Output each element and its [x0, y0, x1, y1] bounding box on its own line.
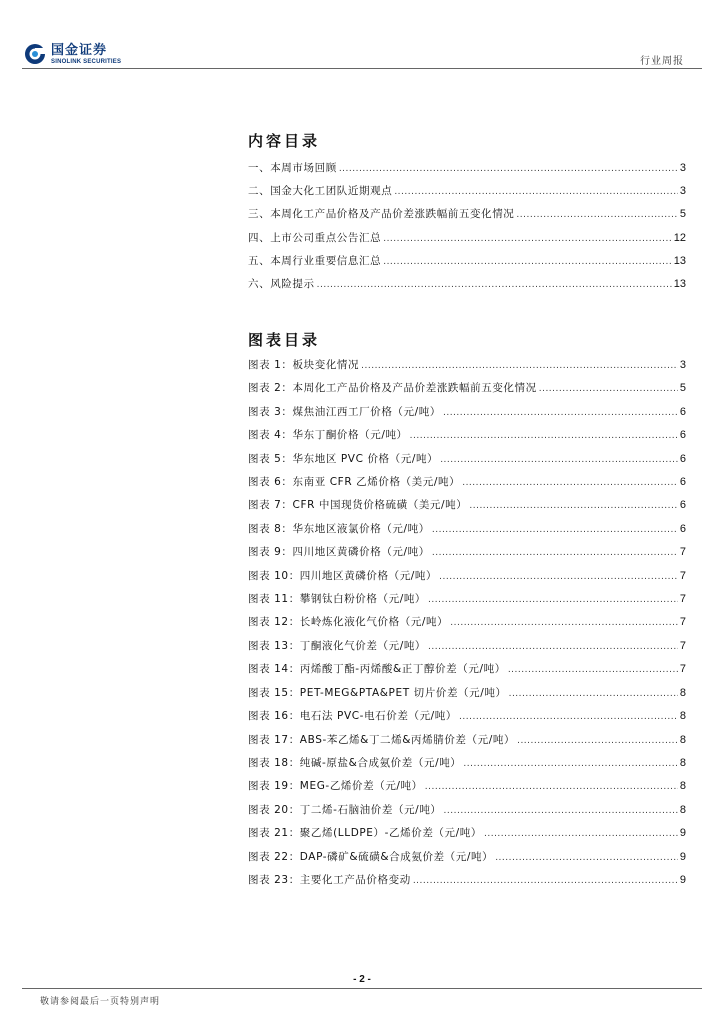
dot-leader [432, 518, 678, 541]
dot-leader [394, 180, 678, 203]
entry-page-number: 12 [673, 231, 686, 244]
figure-entry[interactable] [248, 471, 686, 494]
figure-entry[interactable] [248, 377, 686, 400]
entry-page-number: 8 [679, 710, 686, 723]
entry-label: 图表 12：长岭炼化液化气价格（元/吨） [248, 616, 449, 629]
dot-leader [539, 377, 678, 400]
dot-leader [469, 494, 678, 517]
figure-entry[interactable] [248, 635, 686, 658]
entry-label: 图表 23：主要化工产品价格变动 [248, 873, 411, 886]
figure-entry[interactable] [248, 541, 686, 564]
figure-entry[interactable] [248, 705, 686, 728]
dot-leader [462, 471, 678, 494]
entry-page-number: 6 [679, 476, 686, 489]
figure-entry[interactable] [248, 822, 686, 845]
dot-leader [450, 611, 678, 634]
page-header [22, 38, 702, 70]
figure-entry[interactable] [248, 869, 686, 892]
dot-leader [428, 635, 678, 658]
figure-entry[interactable] [248, 401, 686, 424]
dot-leader [383, 250, 672, 273]
figure-entry[interactable] [248, 494, 686, 517]
page-number: - 2 - [353, 974, 371, 985]
dot-leader [463, 752, 677, 775]
entry-label: 图表 20：丁二烯-石脑油价差（元/吨） [248, 803, 442, 816]
entry-page-number: 6 [679, 429, 686, 442]
entry-label: 图表 7：CFR 中国现货价格硫磺（美元/吨） [248, 499, 468, 512]
entry-label: 二、国金大化工团队近期观点 [248, 185, 393, 198]
toc-entry[interactable] [248, 250, 686, 273]
dot-leader [425, 775, 678, 798]
dot-leader [509, 682, 678, 705]
report-type: 行业周报 [640, 56, 684, 67]
entry-page-number: 7 [679, 639, 686, 652]
entry-label: 图表 13：丁酮液化气价差（元/吨） [248, 639, 427, 652]
dot-leader [443, 401, 678, 424]
entry-label: 图表 10：四川地区黄磷价格（元/吨） [248, 569, 438, 582]
entry-page-number: 3 [679, 185, 686, 198]
dot-leader [383, 227, 672, 250]
toc-entry[interactable] [248, 157, 686, 180]
entry-page-number: 8 [679, 803, 686, 816]
dot-leader [439, 565, 678, 588]
entry-label: 图表 6：东南亚 CFR 乙烯价格（美元/吨） [248, 476, 461, 489]
entry-page-number: 7 [679, 593, 686, 606]
figure-entry[interactable] [248, 611, 686, 634]
toc-entry[interactable] [248, 227, 686, 250]
entry-page-number: 9 [679, 850, 686, 863]
entry-label: 图表 15：PET-MEG&PTA&PET 切片价差（元/吨） [248, 686, 507, 699]
figure-entry[interactable] [248, 729, 686, 752]
toc-entry[interactable] [248, 203, 686, 226]
entry-label: 五、本周行业重要信息汇总 [248, 254, 382, 267]
dot-leader [410, 424, 678, 447]
entry-page-number: 8 [679, 733, 686, 746]
entry-label: 图表 16：电石法 PVC-电石价差（元/吨） [248, 710, 458, 723]
entry-page-number: 3 [679, 162, 686, 174]
dot-leader [428, 588, 678, 611]
dot-leader [317, 273, 672, 296]
entry-label: 一、本周市场回顾 [248, 162, 337, 174]
entry-page-number: 9 [679, 873, 686, 886]
dot-leader [413, 869, 678, 892]
entry-page-number: 8 [679, 756, 686, 769]
figure-entry[interactable] [248, 799, 686, 822]
company-logo [24, 40, 121, 68]
dot-leader [508, 658, 678, 681]
figure-entry[interactable] [248, 752, 686, 775]
entry-page-number: 6 [679, 405, 686, 418]
figure-entry[interactable] [248, 448, 686, 471]
entry-label: 图表 2：本周化工产品价格及产品价差涨跌幅前五变化情况 [248, 382, 537, 395]
entry-label: 图表 19：MEG-乙烯价差（元/吨） [248, 780, 423, 793]
entry-page-number: 6 [679, 499, 686, 512]
figure-entry[interactable] [248, 588, 686, 611]
dot-leader [444, 799, 678, 822]
entry-label: 四、上市公司重点公告汇总 [248, 231, 382, 244]
entry-label: 图表 3：煤焦油江西工厂价格（元/吨） [248, 405, 441, 418]
dot-leader [432, 541, 678, 564]
entry-page-number: 13 [673, 254, 686, 267]
toc-entry[interactable] [248, 180, 686, 203]
disclaimer-note: 敬请参阅最后一页特别声明 [40, 997, 161, 1007]
entry-page-number: 7 [679, 663, 686, 676]
entry-page-number: 5 [679, 208, 686, 221]
entry-label: 三、本周化工产品价格及产品价差涨跌幅前五变化情况 [248, 208, 515, 221]
entry-page-number: 3 [679, 359, 686, 371]
entry-label: 图表 21：聚乙烯(LLDPE）-乙烯价差（元/吨） [248, 827, 482, 840]
entry-label: 图表 11：攀钢钛白粉价格（元/吨） [248, 593, 427, 606]
header-divider [22, 68, 702, 69]
entry-page-number: 7 [679, 616, 686, 629]
dot-leader [361, 354, 678, 377]
figure-entry[interactable] [248, 775, 686, 798]
footer-divider [22, 988, 702, 989]
figure-entry[interactable] [248, 354, 686, 377]
entry-label: 图表 18：纯碱-原盐&合成氨价差（元/吨） [248, 756, 462, 769]
dot-leader [459, 705, 678, 728]
figure-entry[interactable] [248, 682, 686, 705]
entry-page-number: 9 [679, 827, 686, 840]
toc-entry[interactable] [248, 273, 686, 296]
entry-page-number: 6 [679, 522, 686, 535]
figure-entry[interactable] [248, 846, 686, 869]
entry-label: 图表 1：板块变化情况 [248, 359, 360, 371]
figure-entry[interactable] [248, 424, 686, 447]
dot-leader [339, 157, 678, 180]
entry-page-number: 7 [679, 569, 686, 582]
contents-list [248, 157, 686, 296]
entry-label: 图表 14：丙烯酸丁酯-丙烯酸&正丁醇价差（元/吨） [248, 663, 506, 676]
figures-list [248, 354, 686, 892]
entry-page-number: 7 [679, 546, 686, 559]
entry-label: 六、风险提示 [248, 278, 315, 291]
sinolink-logo-icon [24, 43, 46, 65]
entry-page-number: 8 [679, 686, 686, 699]
logo-chinese-name: 国金证券 [51, 42, 108, 58]
entry-label: 图表 5：华东地区 PVC 价格（元/吨） [248, 452, 439, 465]
entry-page-number: 13 [673, 278, 686, 291]
figure-entry[interactable] [248, 565, 686, 588]
logo-english-name: SINOLINK SECURITIES [51, 58, 122, 65]
entry-page-number: 6 [679, 452, 686, 465]
figure-entry[interactable] [248, 518, 686, 541]
entry-label: 图表 22：DAP-磷矿&硫磺&合成氨价差（元/吨） [248, 850, 494, 863]
dot-leader [516, 203, 677, 226]
dot-leader [517, 729, 678, 752]
entry-page-number: 8 [679, 780, 686, 793]
figures-title: 图表目录 [248, 331, 321, 349]
entry-label: 图表 17：ABS-苯乙烯&丁二烯&丙烯腈价差（元/吨） [248, 733, 516, 746]
entry-label: 图表 8：华东地区液氯价格（元/吨） [248, 522, 430, 535]
figure-entry[interactable] [248, 658, 686, 681]
entry-label: 图表 9：四川地区黄磷价格（元/吨） [248, 546, 430, 559]
dot-leader [484, 822, 678, 845]
entry-label: 图表 4：华东丁酮价格（元/吨） [248, 429, 408, 442]
contents-title: 内容目录 [248, 132, 321, 150]
dot-leader [495, 846, 678, 869]
dot-leader [440, 448, 678, 471]
entry-page-number: 5 [679, 382, 686, 395]
